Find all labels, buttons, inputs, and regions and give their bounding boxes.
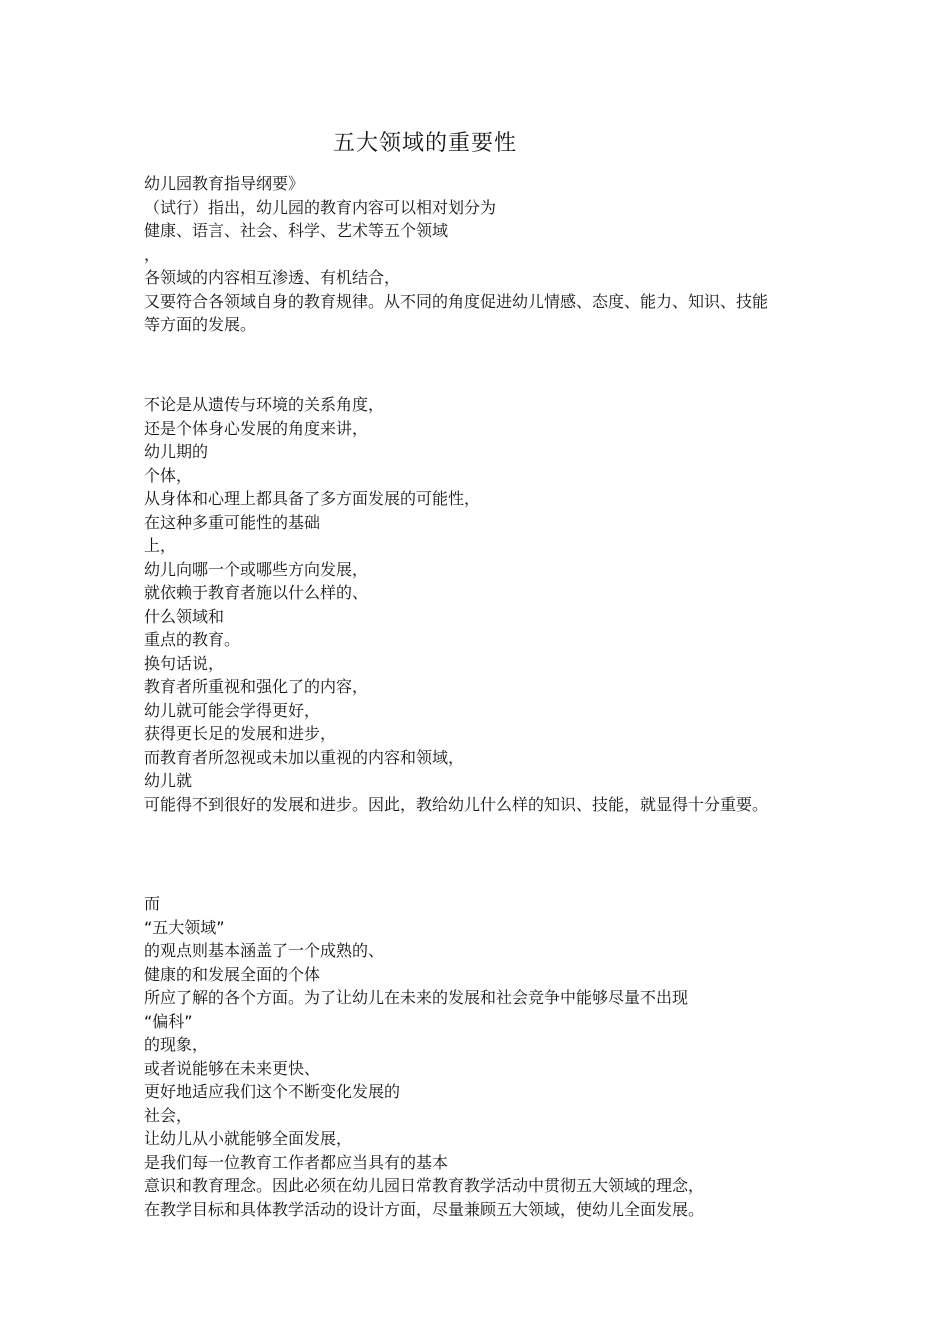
paragraph-line: 更好地适应我们这个不断变化发展的: [144, 1082, 401, 1101]
paragraph-line: 幼儿园教育指导纲要》: [144, 174, 305, 193]
paragraph-line: 而教育者所忽视或未加以重视的内容和领域，: [144, 747, 465, 767]
paragraph-line: 社会，: [144, 1105, 193, 1125]
paragraph-line: 各领域的内容相互渗透、有机结合，: [144, 268, 401, 287]
paragraph-line: 幼儿期的: [144, 442, 209, 461]
paragraph-line: 让幼儿从小就能够全面发展，: [144, 1129, 353, 1148]
document-title-text: 五大领域的重要性: [332, 131, 517, 156]
paragraph-line: 上，: [144, 536, 177, 555]
document-title: [0, 126, 850, 157]
paragraph-line: 可能得不到很好的发展和进步。因此，教给幼儿什么样的知识、技能，就显得十分重要。: [144, 794, 769, 814]
paragraph-line: 在教学目标和具体教学活动的设计方面，尽量兼顾五大领域，使幼儿全面发展。: [144, 1199, 705, 1219]
paragraph-line: 的现象，: [144, 1035, 209, 1054]
paragraph-line: 幼儿就可能会学得更好，: [144, 700, 321, 720]
paragraph-line: 意识和教育理念。因此必须在幼儿园日常教育教学活动中贯彻五大领域的理念，: [144, 1176, 705, 1195]
paragraph-line: 的观点则基本涵盖了一个成熟的、: [144, 941, 385, 960]
paragraph-line: 从身体和心理上都具备了多方面发展的可能性，: [144, 489, 481, 508]
paragraph-line: 教育者所重视和强化了的内容，: [144, 677, 369, 696]
paragraph-line: 或者说能够在未来更快、: [144, 1058, 321, 1078]
paragraph-line: 换句话说，: [144, 653, 225, 673]
paragraph-line: 幼儿向哪一个或哪些方向发展，: [144, 559, 369, 579]
paragraph-line: “偏科”: [144, 1011, 193, 1031]
paragraph-line: 而: [144, 894, 161, 913]
paragraph-line: 幼儿就: [144, 771, 193, 790]
paragraph-line: 不论是从遗传与环境的关系角度，: [144, 395, 385, 414]
paragraph-line: （试行）指出，幼儿园的教育内容可以相对划分为: [144, 197, 497, 217]
paragraph-3: [144, 892, 769, 1221]
paragraph-2: [144, 393, 769, 816]
paragraph-line: 健康、语言、社会、科学、艺术等五个领域: [144, 221, 449, 240]
paragraph-line: 个体，: [144, 465, 193, 485]
paragraph-line: “五大领域”: [144, 917, 225, 937]
paragraph-line: 什么领域和: [144, 606, 225, 626]
paragraph-line: 重点的教育。: [144, 630, 241, 649]
paragraph-line: 获得更长足的发展和进步，: [144, 724, 337, 743]
paragraph-line: 所应了解的各个方面。为了让幼儿在未来的发展和社会竞争中能够尽量不出现: [144, 988, 689, 1007]
paragraph-line: 在这种多重可能性的基础: [144, 512, 321, 532]
paragraph-line: 就依赖于教育者施以什么样的、: [144, 583, 369, 602]
paragraph-line: 健康的和发展全面的个体: [144, 964, 321, 984]
paragraph-line: ，: [144, 244, 161, 264]
paragraph-1: [144, 172, 769, 337]
paragraph-line: 又要符合各领域自身的教育规律。从不同的角度促进幼儿情感、态度、能力、知识、技能等方面的发展。: [144, 291, 769, 334]
paragraph-line: 还是个体身心发展的角度来讲，: [144, 418, 369, 438]
paragraph-line: 是我们每一位教育工作者都应当具有的基本: [144, 1152, 449, 1172]
